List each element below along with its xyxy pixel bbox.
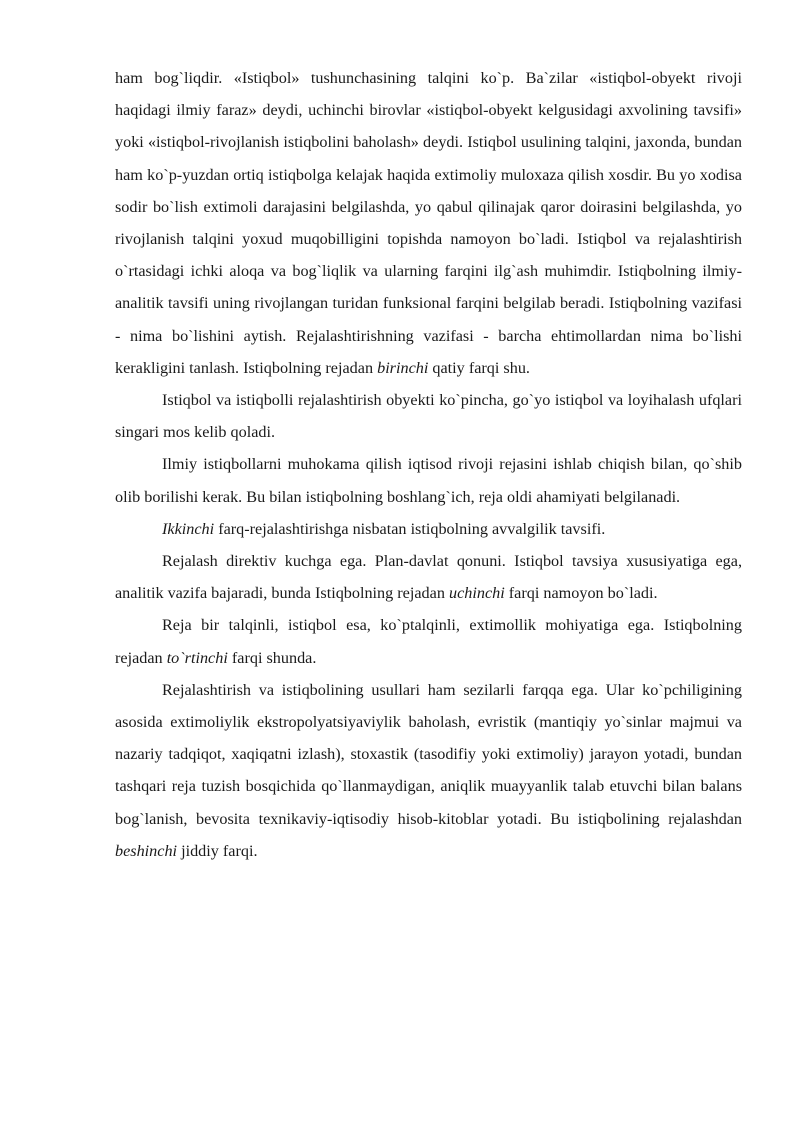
emphasis-ordinal: Ikkinchi xyxy=(162,519,215,538)
text-span: farqi namoyon bo`ladi. xyxy=(504,584,658,603)
text-span: Rejalash direktiv kuchga ega. Plan-davlat qonuni. Istiqbol tavsiya xususiyatiga ega, analitik vazifa bajaradi, bunda Istiqbolning rejadan xyxy=(115,552,742,603)
text-span: Reja bir talqinli, istiqbol esa, ko`ptalqinli, extimollik mohiyatiga ega. Istiqbolning rejadan xyxy=(115,616,742,667)
paragraph-2 xyxy=(115,384,742,448)
text-span: jiddiy farqi. xyxy=(177,841,258,860)
emphasis-ordinal: beshinchi xyxy=(115,841,178,860)
text-span: Ilmiy istiqbollarni muhokama qilish iqtisod rivoji rejasini ishlab chiqish bilan, qo`shib olib borilishi kerak. Bu bilan istiqbolning boshlang`ich, reja oldi ahamiyati belgilanadi. xyxy=(115,455,742,506)
paragraph-5 xyxy=(115,545,742,609)
paragraph-7 xyxy=(115,674,742,867)
text-span: ham bog`liqdir. «Istiqbol» tushunchasining talqini ko`p. Ba`zilar «istiqbol-obyekt rivoji haqidagi ilmiy faraz» deydi, uchinchi birovlar «istiqbol-obyekt kelgusidagi axvolining tavsifi» yoki «istiqbol-rivojlanish istiqbolini baholash» deydi. Istiqbol usulining talqini, jaxonda, bundan ham ko`p-yuzdan ortiq istiqbolga kelajak haqida extimoliy muloxaza qilish xosdir. Bu yo xodisa sodir bo`lish extimoli darajasini belgilashda, yo qabul qilinajak qaror doirasini belgilashda, yo rivojlanish talqini yoxud muqobilligini topishda namoyon bo`ladi. Istiqbol va rejalashtirish o`rtasidagi ichki aloqa va bog`liqlik va ularning farqini ilg`ash muhimdir. Istiqbolning ilmiy-analitik tavsifi uning rivojlangan turidan funksional farqini belgilab beradi. Istiqbolning vazifasi - nima bo`lishini aytish. Rejalashtirishning vazifasi - barcha ehtimollardan nima bo`lishi kerakligini tanlash. Istiqbolning rejadan xyxy=(115,69,742,377)
text-span: Istiqbol va istiqbolli rejalashtirish obyekti ko`pincha, go`yo istiqbol va loyihalash ufqlari singari mos kelib qoladi. xyxy=(115,391,742,442)
paragraph-1 xyxy=(115,62,742,384)
emphasis-ordinal: uchinchi xyxy=(448,584,505,603)
paragraph-4 xyxy=(115,513,742,545)
text-span: farqi shunda. xyxy=(227,648,317,667)
text-span: Rejalashtirish va istiqbolining usullari ham sezilarli farqqa ega. Ular ko`pchiligining asosida extimoliylik ekstropolyatsiyaviylik baholash, evristik (mantiqiy yo`sinlar majmui va nazariy tadqiqot, xaqiqatni izlash), stoxastik (tasodifiy yoki extimoliy) jarayon yotadi, bundan tashqari reja tuzish bosqichida qo`llanmaydigan, aniqlik muayyanlik talab etuvchi bilan balans bog`lanish, bevosita texnikaviy-iqtisodiy hisob-kitoblar yotadi. Bu istiqbolining rejalashdan xyxy=(115,680,742,828)
paragraph-3 xyxy=(115,448,742,512)
paragraph-6 xyxy=(115,609,742,673)
text-span: qatiy farqi shu. xyxy=(428,358,530,377)
emphasis-ordinal: to`rtinchi xyxy=(166,648,228,667)
document-page xyxy=(115,62,742,867)
text-span: farq-rejalashtirishga nisbatan istiqbolning avvalgilik tavsifi. xyxy=(214,519,606,538)
emphasis-ordinal: birinchi xyxy=(377,358,429,377)
